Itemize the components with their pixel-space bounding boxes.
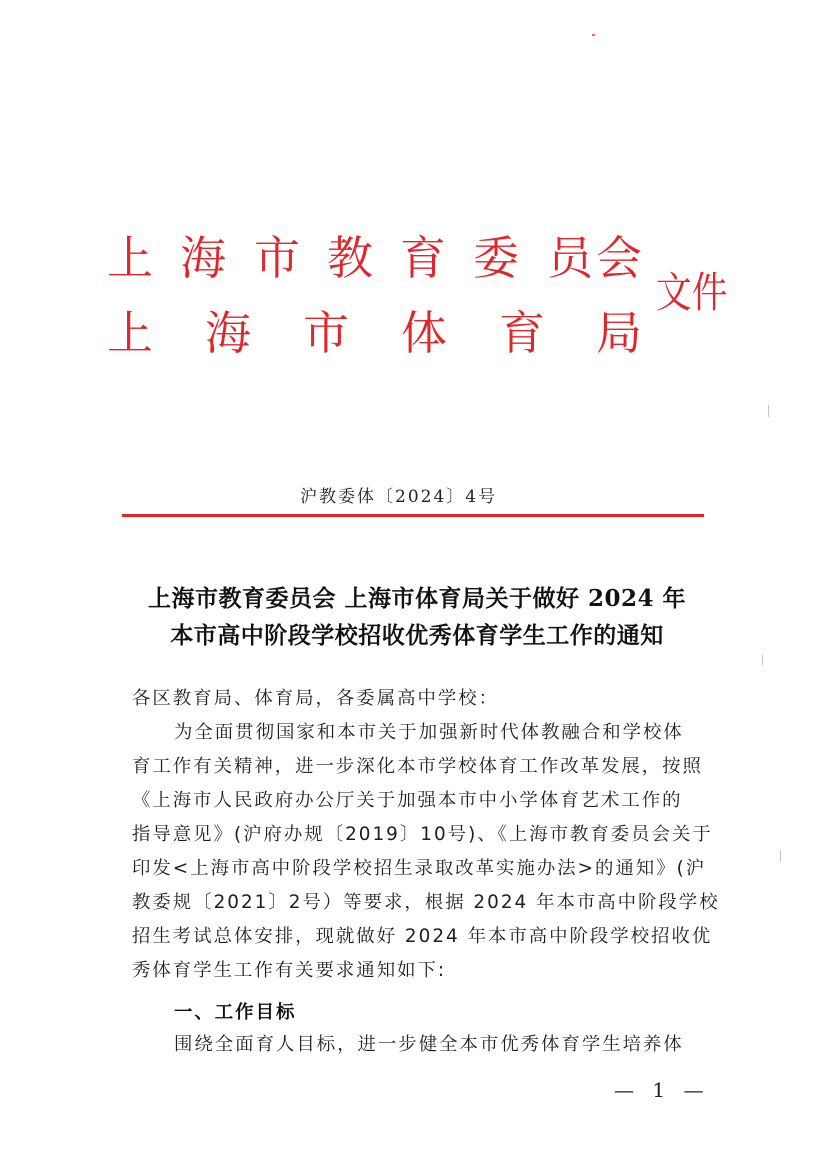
body-text-line: 招生考试总体安排，现就做好 2024 年本市高中阶段学校招收优 [132, 926, 713, 947]
issuer-char: 体 [401, 306, 447, 360]
issuer-char: 员 [547, 231, 593, 285]
section-heading: 一、工作目标 [174, 1002, 297, 1023]
body-text-line: 为全面贯彻国家和本市关于加强新时代体教融合和学校体 [174, 722, 684, 743]
body-text-line: 教委规〔2021〕2号）等要求，根据 2024 年本市高中阶段学校 [132, 892, 720, 913]
issuer-char: 会 [596, 231, 642, 285]
body-text-line: 秀体育学生工作有关要求通知如下: [132, 960, 447, 981]
red-separator-rule [122, 514, 704, 517]
document-title-line-2: 本市高中阶段学校招收优秀体育学生工作的通知 [170, 622, 664, 649]
issuer-char: 海 [180, 231, 226, 285]
issuer-char: 育 [499, 306, 545, 360]
issuer-char: 育 [400, 231, 446, 285]
document-type-label: 文件 [656, 268, 728, 317]
page-number: — 1 — [614, 1078, 710, 1102]
scan-speck [592, 34, 595, 36]
document-number: 沪教委体〔2024〕4号 [300, 487, 498, 507]
body-text-line: 指导意见》(沪府办规〔2019〕10号)、《上海市教育委员会关于 [132, 824, 713, 845]
salutation: 各区教育局、体育局，各委属高中学校： [132, 688, 500, 709]
scan-mark [768, 405, 769, 417]
document-title-line-1: 上海市教育委员会 上海市体育局关于做好 2024 年 [147, 585, 687, 612]
issuer-char: 委 [473, 231, 519, 285]
body-text-line: 育工作有关精神，进一步深化本市学校体育工作改革发展，按照 [132, 756, 703, 777]
body-text-line: 《上海市人民政府办公厅关于加强本市中小学体育艺术工作的 [132, 790, 683, 811]
scan-mark [762, 655, 763, 665]
issuer-char: 上 [107, 231, 153, 285]
issuer-char: 上 [107, 306, 153, 360]
scan-mark [780, 850, 781, 862]
issuer-char: 局 [596, 306, 642, 360]
issuer-char: 海 [205, 306, 251, 360]
issuer-char: 市 [254, 231, 300, 285]
issuer-char: 市 [303, 306, 349, 360]
issuer-char: 教 [327, 231, 373, 285]
body-text-line: 围绕全面育人目标，进一步健全本市优秀体育学生培养体 [174, 1034, 684, 1055]
body-text-line: 印发<上海市高中阶段学校招生录取改革实施办法>的通知》(沪 [132, 858, 707, 879]
